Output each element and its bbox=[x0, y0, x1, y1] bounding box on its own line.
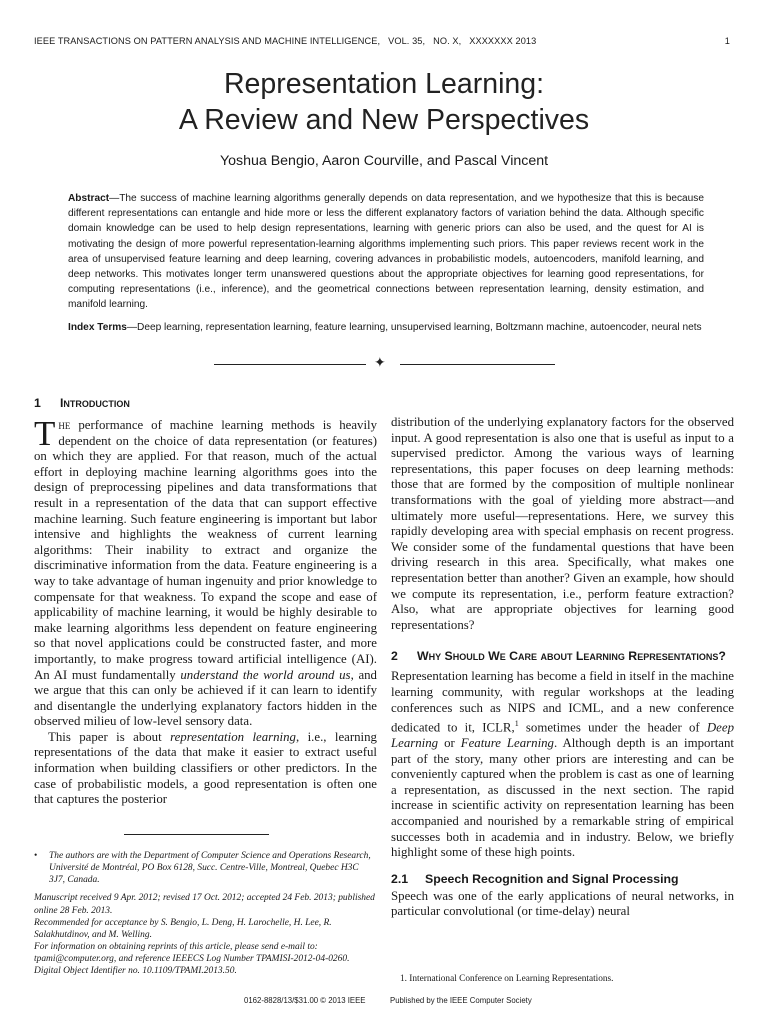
s2-emphasis-1: Deep Learning bbox=[391, 720, 734, 750]
section-2-heading bbox=[391, 647, 734, 665]
s2-text-end: . Although depth is an important part of the story, many other priors are interesting and can be conveniently captured when the problem is cast as one of learning a representation, as discussed in the next section. The rapid increase in scientific activity on representation learning has been accompanied and nourished by a remarkable string of empirical successes both in academia and in industry. Below, we briefly highlight some of these high points. bbox=[391, 735, 734, 860]
title-line-2: A Review and New Perspectives bbox=[178, 104, 590, 136]
title-line-1: Representation Learning: bbox=[223, 68, 545, 100]
divider-rule-left bbox=[214, 364, 366, 365]
footnote-line: Manuscript received 9 Apr. 2012; revised 17 Oct. 2012; accepted 24 Feb. 2013; published online 28 Feb. 2013. bbox=[34, 893, 375, 916]
index-terms-label: Index Terms bbox=[68, 322, 127, 333]
footnote-rule bbox=[124, 834, 269, 835]
page-number: 1 bbox=[724, 36, 730, 46]
drop-cap: T bbox=[34, 414, 56, 453]
subsection-title: Speech Recognition and Signal Processing bbox=[425, 871, 679, 886]
copyright-line: 0162-8828/13/$31.00 © 2013 IEEE bbox=[244, 996, 366, 1005]
index-terms bbox=[68, 320, 704, 335]
intro-paragraph-2 bbox=[34, 730, 377, 808]
abstract-label: Abstract bbox=[68, 193, 110, 204]
publisher-line: Published by the IEEE Computer Society bbox=[390, 996, 532, 1005]
authors: Yoshua Bengio, Aaron Courville, and Pascal Vincent bbox=[219, 153, 549, 169]
p2-emphasis: representation learning bbox=[170, 729, 296, 744]
subsection-2-1-paragraph: Speech was one of the early applications of neural networks, in particular convolutional (or time-delay) neural bbox=[391, 888, 734, 919]
intro-text-end: , and we argue that this can only be achieved if it can learn to identify and disentangle the underlying explanatory factors hidden in the observed milieu of low-level sensory data. bbox=[34, 667, 377, 729]
footnote-line: Recommended for acceptance by S. Bengio, L. Deng, H. Larochelle, H. Lee, R. Salakhutdinov, and M. Welling. bbox=[34, 917, 332, 940]
section-number: 1 bbox=[34, 396, 41, 410]
intro-paragraph-1 bbox=[34, 414, 377, 730]
intro-paragraph-3: distribution of the underlying explanatory factors for the observed input. A good representation is also one that is useful as input to a supervised predictor. Among the various ways of learning representations, this paper focuses on deep learning methods: those that are formed by the composition of multiple nonlinear transformations with the goal of yielding more abstract—and ultimately more useful—representations. Here, we survey this rapidly developing area with special emphasis on recent progress. We consider some of the fundamental questions that have been driving research in this area. Specifically, what makes one representation better than another? Given an example, how should we compute its representation, i.e., perform feature extraction? Also, what are appropriate objectives for learning good representations? bbox=[391, 415, 734, 632]
s2-text-mid: sometimes under the header of bbox=[518, 720, 707, 735]
running-head bbox=[34, 36, 730, 50]
s2-text: Representation learning has become a field in itself in the machine learning community, with regular workshops at the leading conferences such as NIPS and ICML, and a new conference dedicated to it, ICLR, bbox=[391, 669, 734, 735]
section-title: Introduction bbox=[60, 396, 130, 410]
index-terms-text: —Deep learning, representation learning, feature learning, unsupervised learning, Boltzmann machine, autoencoder, neural nets bbox=[126, 322, 702, 333]
footnotes bbox=[34, 850, 377, 978]
s2-emphasis-2: Feature Learning bbox=[460, 735, 554, 750]
footnote-line: For information on obtaining reprints of this article, please send e-mail to: tpami@computer.org, and reference IEEECS Log Number TPAMISI-2012-04-0260. bbox=[34, 942, 350, 965]
paper-title bbox=[0, 66, 768, 138]
running-head-text: IEEE TRANSACTIONS ON PATTERN ANALYSIS AND MACHINE INTELLIGENCE, VOL. 35, NO. X, XXXXXXX 2013 bbox=[34, 36, 537, 46]
intro-emphasis: understand the world around us bbox=[180, 667, 351, 682]
divider-diamond-icon: ✦ bbox=[374, 355, 386, 371]
p2-start: This paper is about bbox=[48, 729, 171, 744]
bullet-icon: • bbox=[34, 851, 38, 861]
affiliation-note bbox=[34, 850, 377, 886]
intro-text: performance of machine learning methods is heavily dependent on the choice of data representation (or features) on which they are applied. For that reason, much of the actual effort in deploying machine learning algorithms goes into the design of preprocessing pipelines and data transformations that result in a representation of the data that can support effective machine learning. Such feature engineering is important but labor intensive and highlights the weakness of current learning algorithms: Their inability to extract and organize the discriminative information from the data. Feature engineering is a way to take advantage of human ingenuity and prior knowledge to compensate for that weakness. To expand the scope and ease of applicability of machine learning, it would be highly desirable to make learning algorithms less dependent on feature engineering so that novel applications could be constructed faster, and more importantly, to make progress toward artificial intelligence (AI). An AI must fundamentally bbox=[34, 418, 377, 682]
subsection-2-1-heading bbox=[391, 871, 734, 887]
abstract-text: —The success of machine learning algorithms generally depends on data representation, and we hypothesize that this is because different representations can entangle and hide more or less the different explanatory factors of variation behind the data. Although specific domain knowledge can be used to help design representations, learning with generic priors can also be used, and the quest for AI is motivating the design of more powerful representation-learning algorithms implementing such priors. This paper reviews recent work in the area of unsupervised feature learning and deep learning, covering advances in probabilistic models, autoencoders, manifold learning, and deep networks. This motivates longer term unanswered questions about the appropriate objectives for learning good representations, for computing representations (i.e., inference), and the geometrical connections between representation learning, density estimation, and manifold learning. bbox=[68, 193, 704, 311]
section-1-heading bbox=[34, 394, 377, 412]
affiliation-text: The authors are with the Department of Computer Science and Operations Research, Université de Montréal, PO Box 6128, Succ. Centre-Ville, Montreal, Quebec H3C 3J7, Canada. bbox=[49, 851, 371, 886]
p2-end: , i.e., learning representations of the data that make it easier to extract useful information when building classifiers or other predictors. In the case of probabilistic models, a good representation is often one that captures the posterior bbox=[34, 729, 377, 807]
footnote-marker: 1 bbox=[514, 719, 519, 729]
s2-or: or bbox=[438, 735, 461, 750]
section-2-paragraph bbox=[391, 669, 734, 860]
left-column bbox=[34, 394, 377, 808]
footnote-line: Digital Object Identifier no. 10.1109/TPAMI.2013.50. bbox=[34, 966, 237, 977]
abstract bbox=[68, 191, 704, 313]
first-words: he bbox=[58, 418, 71, 432]
section-title: Why Should We Care about Learning Representations? bbox=[417, 649, 726, 664]
footnote-1: 1. International Conference on Learning Representations. bbox=[400, 974, 614, 984]
right-column bbox=[391, 415, 734, 920]
subsection-number: 2.1 bbox=[391, 871, 409, 886]
divider-rule-right bbox=[400, 364, 555, 365]
section-number: 2 bbox=[391, 649, 398, 664]
